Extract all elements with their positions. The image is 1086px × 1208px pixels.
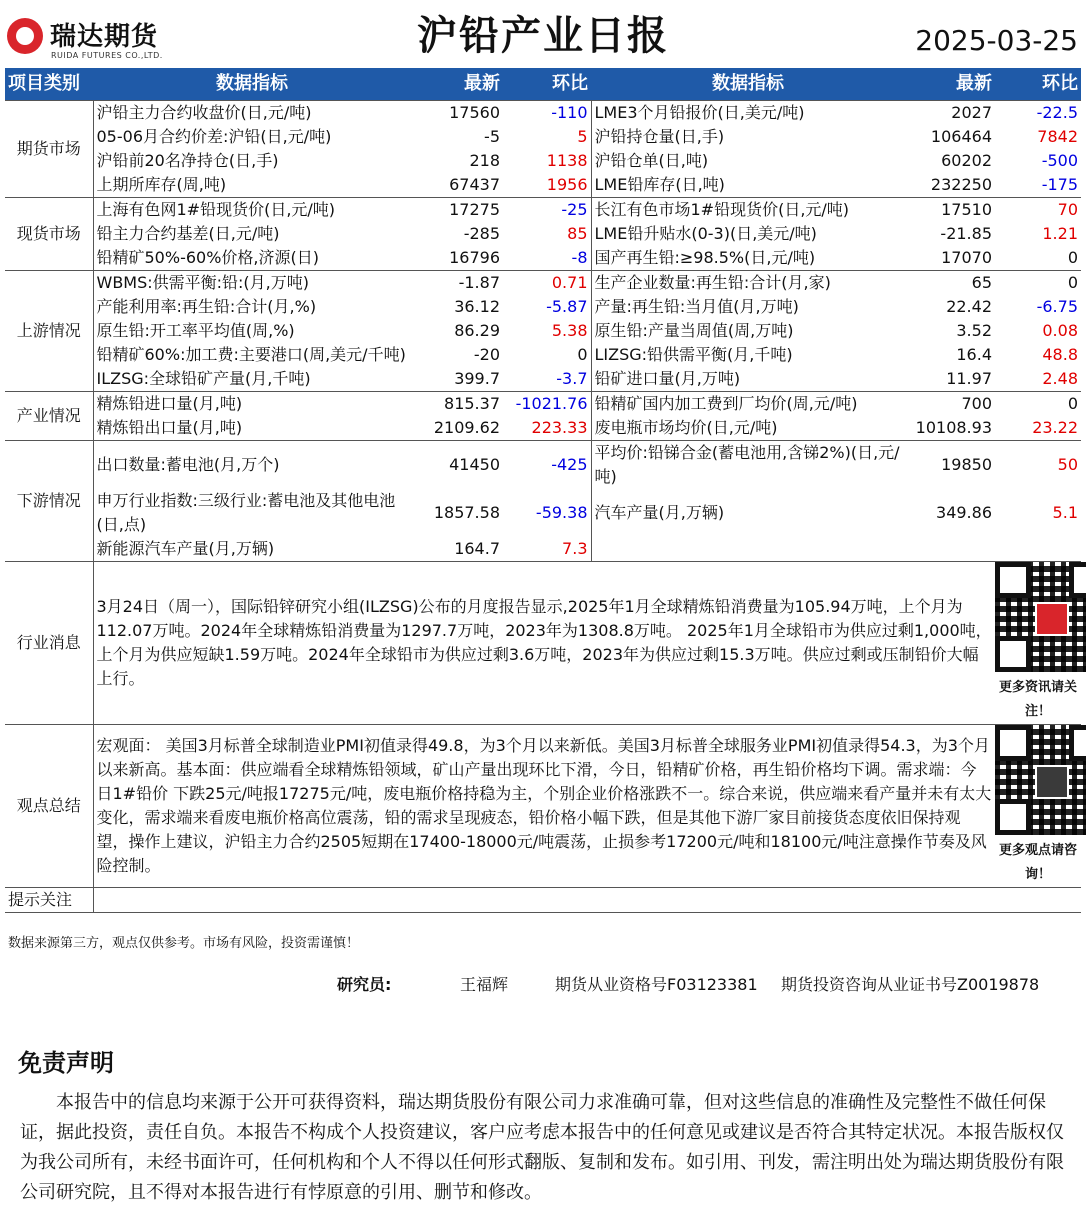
news-row bbox=[5, 562, 1081, 725]
latest-value: 17275 bbox=[411, 198, 503, 223]
change-value: 2.48 bbox=[1042, 369, 1078, 388]
view-qr-cell bbox=[995, 725, 1081, 888]
latest-value: 10108.93 bbox=[915, 418, 992, 437]
indicator-name: 新能源汽车产量(月,万辆) bbox=[96, 539, 275, 558]
table-row bbox=[5, 295, 1081, 319]
latest-value: -5 bbox=[484, 127, 500, 146]
indicator-name: 产量:再生铅:当月值(月,万吨) bbox=[594, 297, 799, 316]
indicator-name: 沪铅仓单(日,吨) bbox=[594, 151, 709, 170]
change-value: 223.33 bbox=[503, 416, 591, 441]
latest-value: 2027 bbox=[905, 101, 995, 126]
latest-value: 60202 bbox=[941, 151, 992, 170]
indicator-name: 铅主力合约基差(日,元/吨) bbox=[96, 224, 280, 243]
futures-qualification: 期货从业资格号F03123381 bbox=[555, 975, 758, 994]
latest-value: 11.97 bbox=[946, 369, 992, 388]
source-note: 数据来源第三方，观点仅供参考。市场有风险，投资需谨慎！ bbox=[8, 936, 360, 951]
latest-value: 3.52 bbox=[956, 321, 992, 340]
latest-value: 67437 bbox=[449, 175, 500, 194]
indicator-name: 精炼铅出口量(月,吨) bbox=[96, 418, 243, 437]
latest-value: 164.7 bbox=[454, 539, 500, 558]
view-text: 宏观面： 美国3月标普全球制造业PMI初值录得49.8，为3个月以来新低。美国3月标普全球服务业PMI初值录得54.3，为3个月以来新高。基本面：供应端看全球精炼铅领域，矿山产量出现环比下滑，今日，铅精矿价格，再生铅价格均下调。需求端：今日1#铅价 下跌25元/吨报17275元/吨，废电瓶价格持稳为主，个别企业价格涨跌不一。综合来说，供应端来看产量并未有太大变化，需求端来看废电瓶价格高位震荡，铅的需求呈现疲态，铅价格小幅下跌，但是其他下游厂家目前接货态度依旧保持观望，操作上建议，沪铅主力合约2505短期在17400-18000元/吨震荡，止损参考17200元/吨和18100元/吨注意操作节奏及风险控制。 bbox=[93, 725, 995, 888]
indicator-name bbox=[591, 537, 905, 562]
change-value: 48.8 bbox=[1042, 345, 1078, 364]
indicator-name: LME3个月铅报价(日,美元/吨) bbox=[591, 101, 905, 126]
latest-value: 815.37 bbox=[411, 392, 503, 417]
indicator-name: 产能利用率:再生铅:合计(月,%) bbox=[96, 297, 317, 316]
indicator-name: 沪铅主力合约收盘价(日,元/吨) bbox=[93, 101, 411, 126]
qr-corner bbox=[1069, 562, 1086, 598]
indicator-name: LME铅升贴水(0-3)(日,美元/吨) bbox=[594, 224, 817, 243]
latest-value: -285 bbox=[463, 224, 500, 243]
change-value: -110 bbox=[503, 101, 591, 126]
table-row bbox=[5, 319, 1081, 343]
indicator-name: LIZSG:铅供需平衡(月,千吨) bbox=[594, 345, 793, 364]
indicator-name: 铅精矿60%:加工费:主要港口(周,美元/千吨) bbox=[96, 345, 406, 364]
change-value: -1021.76 bbox=[503, 392, 591, 417]
table-row bbox=[5, 367, 1081, 392]
change-value: 5 bbox=[503, 125, 591, 149]
change-value: -25 bbox=[503, 198, 591, 223]
latest-value: 36.12 bbox=[454, 297, 500, 316]
change-value: -5.87 bbox=[503, 295, 591, 319]
category-label: 产业情况 bbox=[5, 392, 93, 441]
latest-value: 232250 bbox=[930, 175, 992, 194]
change-value: 23.22 bbox=[1032, 418, 1078, 437]
change-value: 1956 bbox=[503, 173, 591, 198]
change-value: -425 bbox=[503, 441, 591, 490]
change-value bbox=[995, 537, 1081, 562]
report-date: 2025-03-25 bbox=[915, 24, 1078, 57]
latest-value: 19850 bbox=[905, 441, 995, 490]
latest-value: 700 bbox=[905, 392, 995, 417]
col-latest-right: 最新 bbox=[905, 68, 995, 101]
indicator-name: 上海有色网1#铅现货价(日,元/吨) bbox=[93, 198, 411, 223]
qr-corner bbox=[1069, 725, 1086, 761]
qr-logo-icon bbox=[1035, 602, 1069, 636]
company-name-en: RUIDA FUTURES CO.,LTD. bbox=[51, 51, 163, 60]
latest-value: -1.87 bbox=[411, 271, 503, 296]
change-value: 0 bbox=[995, 271, 1081, 296]
latest-value: 349.86 bbox=[936, 503, 992, 522]
view-label: 观点总结 bbox=[5, 725, 93, 888]
change-value: 50 bbox=[995, 441, 1081, 490]
latest-value: -21.85 bbox=[940, 224, 992, 243]
table-body bbox=[5, 101, 1081, 562]
indicator-name: ILZSG:全球铅矿产量(月,千吨) bbox=[96, 369, 311, 388]
table-row bbox=[5, 416, 1081, 441]
researcher-label: 研究员: bbox=[337, 975, 392, 994]
indicator-name: 沪铅持仓量(日,手) bbox=[594, 127, 725, 146]
category-label: 现货市场 bbox=[5, 198, 93, 271]
latest-value: 41450 bbox=[411, 441, 503, 490]
change-value: 0 bbox=[1067, 248, 1078, 267]
note-label: 提示关注 bbox=[5, 888, 93, 913]
table-row bbox=[5, 489, 1081, 537]
change-value: 0 bbox=[503, 343, 591, 367]
change-value: 1138 bbox=[503, 149, 591, 173]
table-row bbox=[5, 343, 1081, 367]
table-row bbox=[5, 441, 1081, 490]
wechat-logo-icon bbox=[1035, 765, 1069, 799]
disclaimer-body: 本报告中的信息均来源于公开可获得资料，瑞达期货股份有限公司力求准确可靠，但对这些信息的准确性及完整性不做任何保证，据此投资，责任自负。本报告不构成个人投资建议，客户应考虑本报告中的任何意见或建议是否符合其特定状况。本报告版权仅为我公司所有，未经书面许可，任何机构和个人不得以任何形式翻版、复制和发布。如引用、刊发，需注明出处为瑞达期货股份有限公司研究院，且不得对本报告进行有悖原意的引用、删节和修改。 bbox=[20, 1092, 1064, 1203]
qr-code-icon bbox=[995, 725, 1086, 835]
indicator-name: 原生铅:开工率平均值(周,%) bbox=[96, 321, 295, 340]
report-header bbox=[0, 0, 1086, 66]
col-indicator-right: 数据指标 bbox=[591, 68, 905, 101]
change-value: -22.5 bbox=[995, 101, 1081, 126]
latest-value: 22.42 bbox=[946, 297, 992, 316]
table-row bbox=[5, 222, 1081, 246]
news-label: 行业消息 bbox=[5, 562, 93, 725]
disclaimer-title: 免责声明 bbox=[18, 1049, 114, 1077]
qr-corner bbox=[995, 725, 1031, 761]
latest-value bbox=[905, 537, 995, 562]
indicator-name: 上期所库存(周,吨) bbox=[96, 175, 227, 194]
table-row bbox=[5, 537, 1081, 562]
indicator-name: 精炼铅进口量(月,吨) bbox=[93, 392, 411, 417]
col-category: 项目类别 bbox=[5, 68, 93, 101]
change-value: -8 bbox=[503, 246, 591, 271]
latest-value: 86.29 bbox=[454, 321, 500, 340]
indicator-name: LME铅库存(日,吨) bbox=[594, 175, 725, 194]
news-text: 3月24日（周一），国际铅锌研究小组(ILZSG)公布的月度报告显示,2025年1月全球精炼铅消费量为105.94万吨，上个月为112.07万吨。2024年全球精炼铅消费量为1297.7万吨，2023年为1308.8万吨。 2025年1月全球铅市为供应过剩1,000吨，上个月为供应短缺1.59万吨。2024年全球铅市为供应过剩3.6万吨，2023年为供应过剩15.3万吨。供应过剩或压制铅价大幅上行。 bbox=[93, 562, 995, 725]
table-row bbox=[5, 392, 1081, 417]
indicator-name: WBMS:供需平衡:铅:(月,万吨) bbox=[93, 271, 411, 296]
change-value: -175 bbox=[1041, 175, 1078, 194]
latest-value: 16796 bbox=[449, 248, 500, 267]
consulting-qualification: 期货投资咨询从业证书号Z0019878 bbox=[781, 975, 1040, 994]
change-value: 0.08 bbox=[1042, 321, 1078, 340]
latest-value: 218 bbox=[469, 151, 500, 170]
table-row bbox=[5, 125, 1081, 149]
indicator-name: 铅精矿国内加工费到厂均价(周,元/吨) bbox=[591, 392, 905, 417]
note-text bbox=[93, 888, 1081, 913]
category-label: 期货市场 bbox=[5, 101, 93, 198]
view-row bbox=[5, 725, 1081, 888]
indicator-name: 国产再生铅:≥98.5%(日,元/吨) bbox=[594, 248, 816, 267]
change-value: 5.1 bbox=[1052, 503, 1078, 522]
col-indicator-left: 数据指标 bbox=[93, 68, 411, 101]
data-table bbox=[5, 68, 1081, 913]
change-value: -3.7 bbox=[503, 367, 591, 392]
col-latest-left: 最新 bbox=[411, 68, 503, 101]
table-row bbox=[5, 271, 1081, 296]
latest-value: 1857.58 bbox=[433, 503, 500, 522]
latest-value: 17070 bbox=[941, 248, 992, 267]
category-label: 下游情况 bbox=[5, 441, 93, 562]
latest-value: 106464 bbox=[930, 127, 992, 146]
latest-value: -20 bbox=[473, 345, 500, 364]
news-qr-cell bbox=[995, 562, 1081, 725]
change-value: 1.21 bbox=[1042, 224, 1078, 243]
company-name: 瑞达期货 bbox=[50, 22, 159, 52]
table-header-row bbox=[5, 68, 1081, 101]
indicator-name: 废电瓶市场均价(日,元/吨) bbox=[594, 418, 778, 437]
indicator-name: 铅精矿50%-60%价格,济源(日) bbox=[96, 248, 319, 267]
note-row bbox=[5, 888, 1081, 913]
researcher-name: 王福辉 bbox=[460, 975, 509, 994]
table-row bbox=[5, 149, 1081, 173]
indicator-name: 汽车产量(月,万辆) bbox=[594, 503, 725, 522]
latest-value: 399.7 bbox=[454, 369, 500, 388]
latest-value: 2109.62 bbox=[433, 418, 500, 437]
indicator-name: 出口数量:蓄电池(月,万个) bbox=[93, 441, 411, 490]
qr-corner bbox=[995, 562, 1031, 598]
latest-value: 17510 bbox=[905, 198, 995, 223]
latest-value: 17560 bbox=[411, 101, 503, 126]
change-value: 7842 bbox=[1037, 127, 1078, 146]
table-row bbox=[5, 173, 1081, 198]
indicator-name: 长江有色市场1#铅现货价(日,元/吨) bbox=[591, 198, 905, 223]
change-value: 70 bbox=[995, 198, 1081, 223]
change-value: 7.3 bbox=[503, 537, 591, 562]
change-value: 5.38 bbox=[503, 319, 591, 343]
latest-value: 65 bbox=[905, 271, 995, 296]
change-value: -6.75 bbox=[1036, 297, 1078, 316]
change-value: -59.38 bbox=[503, 489, 591, 537]
col-change-right: 环比 bbox=[995, 68, 1081, 101]
qr-corner bbox=[995, 636, 1031, 672]
table-row bbox=[5, 101, 1081, 126]
indicator-name: 原生铅:产量当周值(周,万吨) bbox=[594, 321, 794, 340]
table-row bbox=[5, 246, 1081, 271]
change-value: -500 bbox=[1041, 151, 1078, 170]
change-value: 0.71 bbox=[503, 271, 591, 296]
view-qr-caption: 更多观点请咨询！ bbox=[998, 843, 1077, 882]
latest-value: 16.4 bbox=[956, 345, 992, 364]
news-qr-caption: 更多资讯请关注！ bbox=[998, 680, 1077, 719]
indicator-name: 生产企业数量:再生铅:合计(月,家) bbox=[591, 271, 905, 296]
report-title: 沪铅产业日报 bbox=[417, 13, 669, 59]
indicator-name: 申万行业指数:三级行业:蓄电池及其他电池(日,点) bbox=[96, 491, 396, 534]
indicator-name: 铅矿进口量(月,万吨) bbox=[594, 369, 741, 388]
indicator-name: 05-06月合约价差:沪铅(日,元/吨) bbox=[96, 127, 332, 146]
category-label: 上游情况 bbox=[5, 271, 93, 392]
indicator-name: 平均价:铅锑合金(蓄电池用,含锑2%)(日,元/吨) bbox=[591, 441, 905, 490]
indicator-name: 沪铅前20名净持仓(日,手) bbox=[96, 151, 279, 170]
change-value: 85 bbox=[503, 222, 591, 246]
table-row bbox=[5, 198, 1081, 223]
change-value: 0 bbox=[995, 392, 1081, 417]
col-change-left: 环比 bbox=[503, 68, 591, 101]
qr-corner bbox=[995, 799, 1031, 835]
qr-code-icon bbox=[995, 562, 1086, 672]
